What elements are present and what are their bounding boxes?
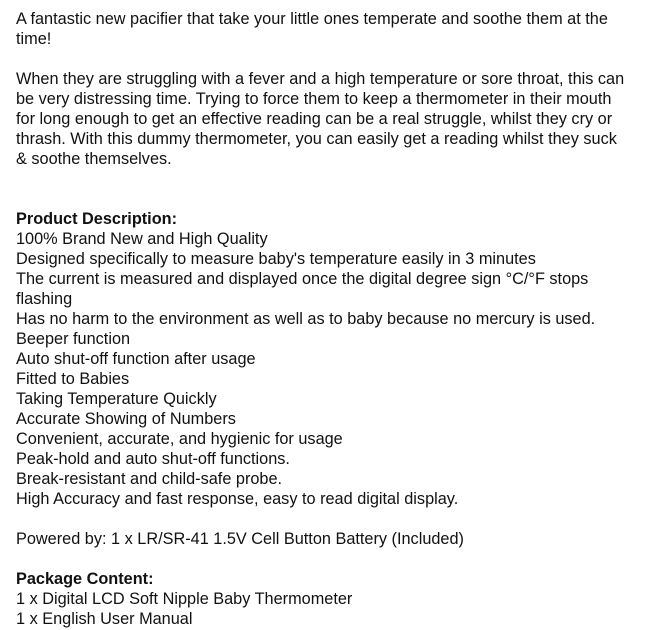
list-item: Has no harm to the environment as well as to baby because no mercury is used. xyxy=(16,310,596,328)
list-item: flashing xyxy=(16,290,73,308)
package-content-section xyxy=(16,569,624,629)
text-line: time! xyxy=(16,30,52,48)
text-line: & soothe themselves. xyxy=(16,150,172,168)
product-description-section xyxy=(16,209,624,509)
list-item: Designed specifically to measure baby's temperature easily in 3 minutes xyxy=(16,250,536,268)
list-item: Auto shut-off function after usage xyxy=(16,350,256,368)
text-line: When they are struggling with a fever and a high temperature or sore throat, this can xyxy=(16,70,625,88)
list-item: 1 x Digital LCD Soft Nipple Baby Thermometer xyxy=(16,590,353,608)
list-item: Fitted to Babies xyxy=(16,370,130,388)
text-line: be very distressing time. Trying to force them to keep a thermometer in their mouth xyxy=(16,90,612,108)
list-item: High Accuracy and fast response, easy to read digital display. xyxy=(16,490,459,508)
intro-paragraph xyxy=(16,9,624,49)
list-item: Accurate Showing of Numbers xyxy=(16,410,236,428)
list-item: Break-resistant and child-safe probe. xyxy=(16,470,283,488)
list-item: Beeper function xyxy=(16,330,131,348)
text-line: thrash. With this dummy thermometer, you can easily get a reading whilst they suck xyxy=(16,130,617,148)
section-heading: Product Description: xyxy=(16,210,178,228)
list-item: Convenient, accurate, and hygienic for usage xyxy=(16,430,343,448)
story-paragraph xyxy=(16,69,624,169)
list-item: 1 x English User Manual xyxy=(16,610,193,628)
list-item: Taking Temperature Quickly xyxy=(16,390,217,408)
text-line: for long enough to get an effective reading can be a real struggle, whilst they cry or xyxy=(16,110,613,128)
text-line: A fantastic new pacifier that take your little ones temperate and soothe them at the xyxy=(16,10,608,28)
section-heading: Package Content: xyxy=(16,570,154,588)
list-item: The current is measured and displayed once the digital degree sign °C/°F stops xyxy=(16,270,589,288)
product-listing-text xyxy=(16,9,624,629)
list-item: Peak-hold and auto shut-off functions. xyxy=(16,450,290,468)
powered-by-text: Powered by: 1 x LR/SR-41 1.5V Cell Button Battery (Included) xyxy=(16,530,464,548)
list-item: 100% Brand New and High Quality xyxy=(16,230,268,248)
